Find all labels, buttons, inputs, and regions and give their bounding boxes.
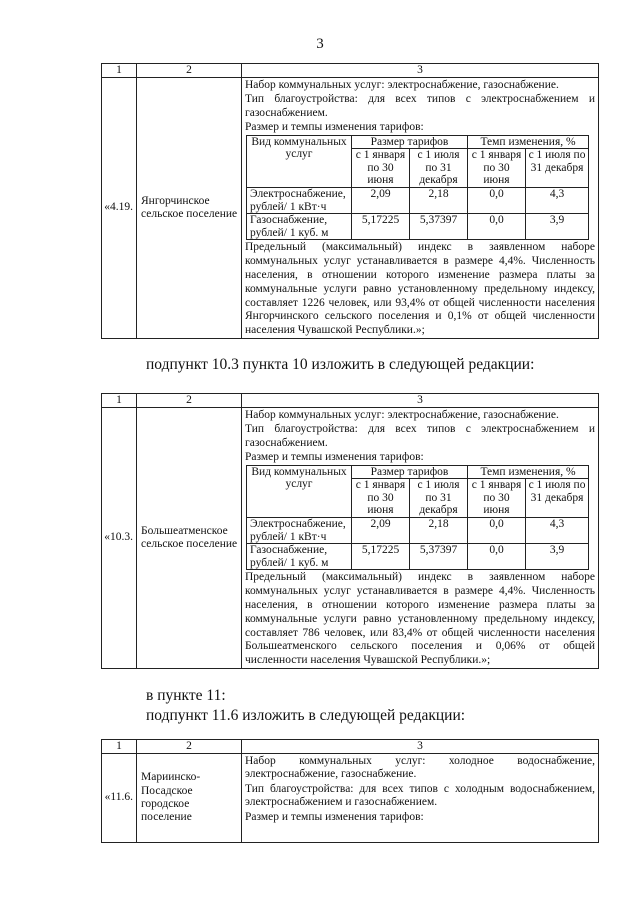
col-header-1: 1 (102, 740, 137, 754)
services-set: Набор коммунальных услуг: электроснабжение, газоснабжение. (245, 79, 559, 91)
section-heading-10-3: подпункт 10.3 пункта 10 изложить в следующей редакции: (146, 356, 535, 373)
tariff-table-10-3 (101, 393, 599, 669)
col-header-2: 2 (137, 740, 242, 754)
change-rate-header: Темп изменения, % (468, 135, 589, 149)
section-heading-11-6: подпункт 11.6 изложить в следующей редакции: (146, 707, 466, 724)
rate-value: 0,0 (468, 544, 526, 570)
column-header-row (102, 740, 599, 754)
service-name: Газоснабжение, рублей/ 1 куб. м (247, 214, 352, 240)
column-header-row (102, 64, 599, 78)
item-number: «10.3. (104, 531, 133, 544)
rate-value: 4,3 (526, 518, 589, 544)
tariff-value: 5,37397 (410, 214, 468, 240)
rate-value: 4,3 (526, 188, 589, 214)
tariff-caption: Размер и темпы изменения тарифов: (245, 121, 424, 134)
item-number: «11.6. (104, 791, 133, 804)
tariff-caption: Размер и темпы изменения тарифов: (245, 810, 424, 823)
tariff-subtable (246, 135, 589, 241)
period-jan-header: с 1 января по 30 июня (352, 479, 410, 518)
section-heading-11: в пункте 11: (146, 687, 226, 704)
settlement-name: Янгорчинское сельское поселение (141, 194, 238, 220)
tariff-row-gas (247, 544, 589, 570)
period-jan-header: с 1 января по 30 июня (468, 149, 526, 188)
content-cell (242, 408, 599, 669)
service-type-header: Вид коммунальных услуг (247, 465, 352, 517)
rate-value: 3,9 (526, 544, 589, 570)
period-jan-header: с 1 января по 30 июня (468, 479, 526, 518)
col-header-1: 1 (102, 394, 137, 408)
tariff-subtable (246, 465, 589, 571)
settlement-name: Мариинско-Посадское городское поселение (141, 771, 201, 824)
tariff-table-4-19 (101, 63, 599, 339)
col-header-3: 3 (242, 394, 599, 408)
period-jul-header: с 1 июля по 31 декабря (526, 479, 589, 518)
tariff-size-header: Размер тарифов (352, 135, 468, 149)
amenity-type: Тип благоустройства: для всех типов с электроснабжением и газоснабжением. (245, 93, 595, 119)
tariff-table-11-6 (101, 739, 599, 843)
col-header-3: 3 (242, 64, 599, 78)
tariff-value: 5,17225 (352, 214, 410, 240)
services-set: Набор коммунальных услуг: электроснабжение, газоснабжение. (245, 409, 559, 421)
period-jan-header: с 1 января по 30 июня (352, 149, 410, 188)
max-index-paragraph: Предельный (максимальный) индекс в заявленном наборе коммунальных услуг устанавливается в размере 4,4%. Численность населения, в отношении которого изменение размера платы за коммунальные услуги равно установленному предельному индексу, составляет 1226 человек, или 93,4% от общей численности населения Янгорчинского сельского поселения и 0,1% от общей численности населения Чувашской Республики.»; (245, 241, 595, 337)
tariff-value: 5,37397 (410, 544, 468, 570)
rate-value: 0,0 (468, 214, 526, 240)
page-number: 3 (316, 36, 324, 52)
tariff-caption: Размер и темпы изменения тарифов: (245, 451, 424, 464)
change-rate-header: Темп изменения, % (468, 465, 589, 479)
col-header-3: 3 (242, 740, 599, 754)
col-header-1: 1 (102, 64, 137, 78)
rate-value: 3,9 (526, 214, 589, 240)
amenity-type: Тип благоустройства: для всех типов с электроснабжением и газоснабжением. (245, 423, 595, 449)
settlement-name: Большеатменское сельское поселение (141, 524, 238, 550)
tariff-value: 2,18 (410, 518, 468, 544)
period-jul-header: с 1 июля по 31 декабря (410, 479, 468, 518)
table-row (102, 754, 599, 843)
content-cell (242, 78, 599, 339)
period-jul-header: с 1 июля по 31 декабря (526, 149, 589, 188)
period-jul-header: с 1 июля по 31 декабря (410, 149, 468, 188)
table-row (102, 408, 599, 669)
amenity-type: Тип благоустройства: для всех типов с холодным водоснабжением, электроснабжением и газоснабжением. (245, 782, 595, 809)
rate-value: 0,0 (468, 518, 526, 544)
tariff-value: 2,18 (410, 188, 468, 214)
tariff-row-electricity (247, 518, 589, 544)
column-header-row (102, 394, 599, 408)
col-header-2: 2 (137, 64, 242, 78)
tariff-size-header: Размер тарифов (352, 465, 468, 479)
service-name: Электроснабжение, рублей/ 1 кВт·ч (247, 188, 352, 214)
tariff-value: 2,09 (352, 188, 410, 214)
service-name: Газоснабжение, рублей/ 1 куб. м (247, 544, 352, 570)
rate-value: 0,0 (468, 188, 526, 214)
services-set: Набор коммунальных услуг: холодное водоснабжение, электроснабжение, газоснабжение. (245, 755, 595, 781)
tariff-value: 2,09 (352, 518, 410, 544)
content-cell (242, 754, 599, 843)
service-type-header: Вид коммунальных услуг (247, 135, 352, 187)
table-row (102, 78, 599, 339)
max-index-paragraph: Предельный (максимальный) индекс в заявленном наборе коммунальных услуг устанавливается в размере 4,4%. Численность населения, в отношении которого изменение размера платы за коммунальные услуги равно установленному предельному индексу, составляет 786 человек, или 83,4% от общей численности населения Большеатменского сельского поселения и 0,06% от общей численности населения Чувашской Республики.»; (245, 571, 595, 667)
tariff-row-gas (247, 214, 589, 240)
col-header-2: 2 (137, 394, 242, 408)
service-name: Электроснабжение, рублей/ 1 кВт·ч (247, 518, 352, 544)
item-number: «4.19. (104, 201, 133, 214)
tariff-row-electricity (247, 188, 589, 214)
tariff-value: 5,17225 (352, 544, 410, 570)
